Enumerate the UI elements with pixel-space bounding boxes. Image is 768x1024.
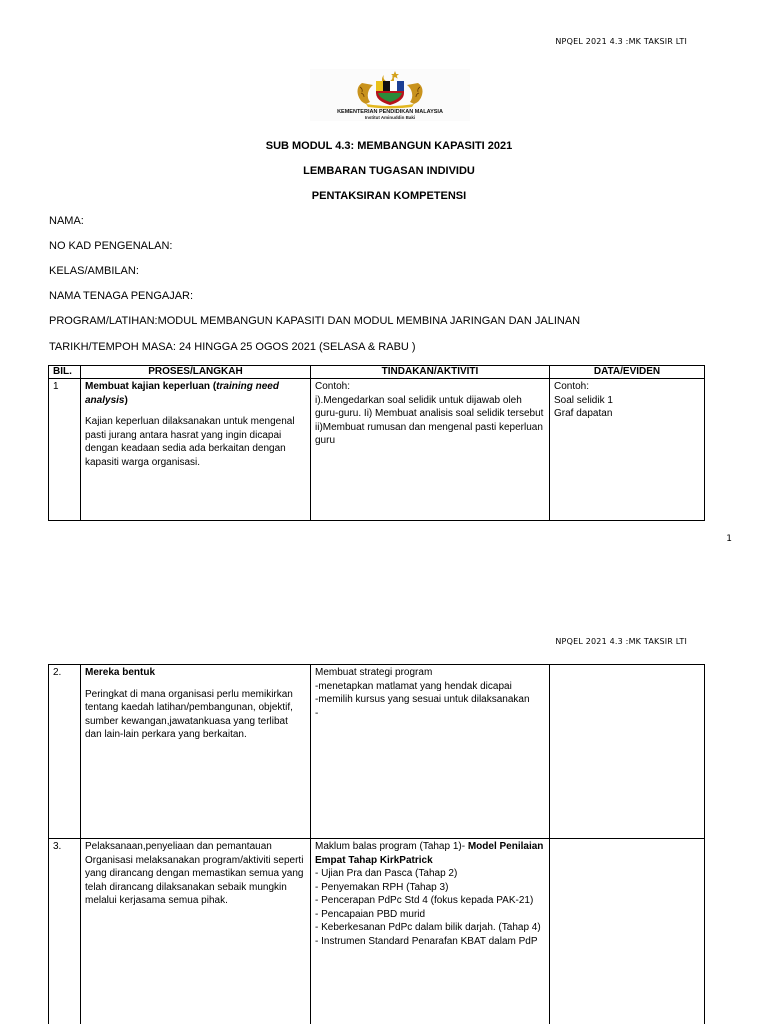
row-3-bil: 3. [49,839,81,1024]
row-1-data-line: Graf dapatan [554,408,613,419]
field-tarikh: TARIKH/TEMPOH MASA: 24 HINGGA 25 OGOS 2021 (SELASA & RABU ) [49,341,416,353]
page-number: 1 [726,534,732,544]
row-3-tindakan-line: - Penyemakan RPH (Tahap 3) [315,881,449,893]
row-1-tindakan [311,379,550,521]
page-header: NPQEL 2021 4.3 :MK TAKSIR LTI [555,37,687,46]
row-1-proses-title-italic: training need analysis [85,381,279,406]
logo-caption-institute: Institut Aminuddin Baki [364,115,416,120]
row-1-data-line: Soal selidik 1 [554,394,613,406]
task-table-page-1 [48,365,705,521]
logo-caption-ministry: KEMENTERIAN PENDIDIKAN MALAYSIA [337,109,443,115]
field-nama: NAMA: [49,215,84,227]
coat-of-arms-icon [310,69,470,109]
page-header: NPQEL 2021 4.3 :MK TAKSIR LTI [555,637,687,646]
row-1-proses-title: Membuat kajian keperluan ( [85,381,217,392]
row-2-tindakan-line: - [315,707,319,719]
row-2-proses-title: Mereka bentuk [85,667,156,678]
row-1-bil: 1 [49,379,81,521]
table-row [49,379,705,521]
assessment-title: PENTAKSIRAN KOMPETENSI [311,190,467,202]
row-1-proses [81,379,311,521]
column-header-bil: BIL. [49,366,81,379]
task-table-page-2 [48,664,705,1024]
row-3-proses-desc: Pelaksanaan,penyeliaan dan pemantauan Organisasi melaksanakan program/aktiviti seperti yang dirancang dengan memastikan semua yang telah dirancang dilaksanakan sebaik mungkin melalui kerjasama semua pihak. [85,841,304,906]
row-2-proses [81,665,311,839]
row-3-tindakan-intro: Maklum balas program (Tahap 1)- [315,841,468,852]
row-3-proses [81,839,311,1024]
ministry-logo [310,69,470,121]
row-1-data-line: Contoh: [554,381,590,392]
row-3-tindakan-line: - Pencerapan PdPc Std 4 (fokus kepada PAK-21) [315,895,534,906]
table-header-row [49,366,705,379]
row-3-tindakan-line: - Pencapaian PBD murid [315,908,426,920]
field-program: PROGRAM/LATIHAN:MODUL MEMBANGUN KAPASITI DAN MODUL MEMBINA JARINGAN DAN JALINAN [49,315,581,327]
row-1-tindakan-line: ii)Membuat rumusan dan mengenal pasti keperluan guru [315,421,543,446]
row-2-bil: 2. [49,665,81,839]
row-1-tindakan-line: i).Mengedarkan soal selidik untuk dijawab oleh guru-guru. Ii) Membuat analisis soal selidik tersebut [315,394,544,419]
row-2-tindakan-line: Membuat strategi program [315,667,433,678]
column-header-data: DATA/EVIDEN [550,366,705,379]
worksheet-title: LEMBARAN TUGASAN INDIVIDU [303,165,475,177]
row-3-tindakan-line: - Keberkesanan PdPc dalam bilik darjah. (Tahap 4) [315,922,541,933]
field-no-kad: NO KAD PENGENALAN: [49,240,173,252]
column-header-tindakan: TINDAKAN/AKTIVITI [311,366,550,379]
row-2-tindakan-line: -memilih kursus yang sesuai untuk dilaksanakan [315,694,530,705]
row-1-data [550,379,705,521]
field-pengajar: NAMA TENAGA PENGAJAR: [49,290,194,302]
row-3-tindakan-line: - Instrumen Standard Penarafan KBAT dalam PdP [315,935,538,947]
table-row [49,839,705,1024]
row-1-proses-title-end: ) [124,394,128,406]
column-header-proses: PROSES/LANGKAH [81,366,311,379]
page-2 [0,600,768,1024]
row-2-data [550,665,705,839]
row-2-tindakan [311,665,550,839]
row-3-tindakan-line: - Ujian Pra dan Pasca (Tahap 2) [315,868,458,879]
table-row [49,665,705,839]
row-2-proses-desc: Peringkat di mana organisasi perlu memikirkan tentang kaedah latihan/pembangunan, objektif, sumber kewangan,jawatankuasa yang terlibat dan lain-lain perkara yang berkaitan. [85,688,293,740]
row-3-data [550,839,705,1024]
row-2-tindakan-line: -menetapkan matlamat yang hendak dicapai [315,680,512,692]
field-kelas: KELAS/AMBILAN: [49,265,139,277]
row-1-tindakan-line: Contoh: [315,381,351,392]
row-3-tindakan-model: Model Penilaian Empat Tahap KirkPatrick [315,841,544,866]
submodule-title: SUB MODUL 4.3: MEMBANGUN KAPASITI 2021 [265,140,513,152]
row-1-proses-desc: Kajian keperluan dilaksanakan untuk mengenal pasti jurang antara hasrat yang ingin dicapai dengan keadaan sedia ada berkaitan dengan kapasiti warga organisasi. [85,416,295,468]
row-3-tindakan [311,839,550,1024]
